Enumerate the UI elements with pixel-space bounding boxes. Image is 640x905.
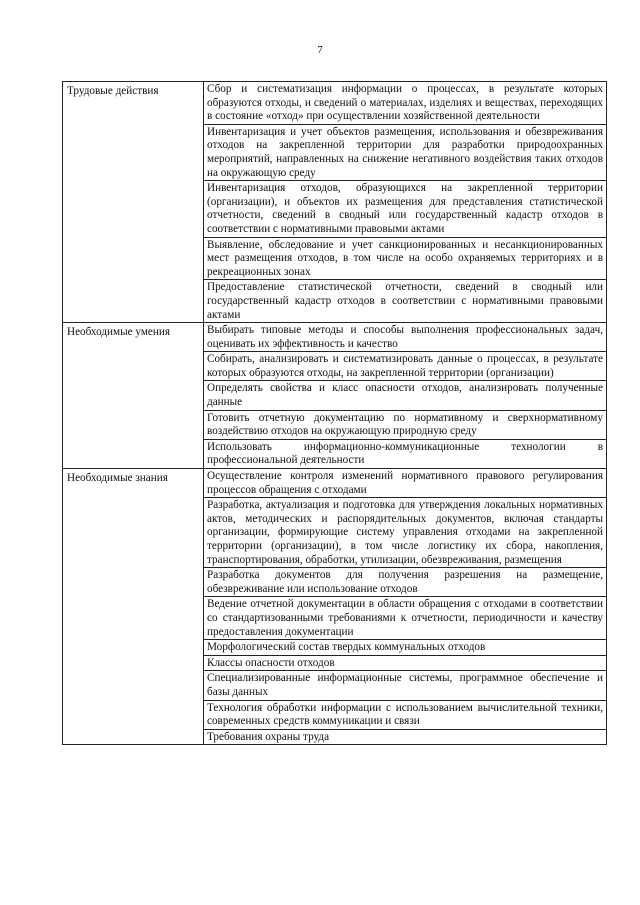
table-cell: Осуществление контроля изменений нормативного правового регулирования процессов обращения с отходами bbox=[204, 469, 607, 498]
table-row bbox=[63, 469, 607, 498]
table-cell: Готовить отчетную документацию по нормативному и сверхнормативному воздействию отходов на окружающую природную среду bbox=[204, 410, 607, 439]
table-cell: Инвентаризация и учет объектов размещения, использования и обезвреживания отходов на закрепленной территории для разработки природоохранных мероприятий, направленных на снижение негативного воздействия таких отходов на окружающую среду bbox=[204, 124, 607, 180]
page-number: 7 bbox=[317, 44, 323, 56]
table-cell: Классы опасности отходов bbox=[204, 655, 607, 671]
table-cell: Ведение отчетной документации в области обращения с отходами в соответствии со стандартизованными требованиями к отчетности, периодичности и качеству предоставления документации bbox=[204, 597, 607, 640]
table-cell: Выбирать типовые методы и способы выполнения профессиональных задач, оценивать их эффективность и качество bbox=[204, 323, 607, 352]
table-cell: Сбор и систематизация информации о процессах, в результате которых образуются отходы, и сведений о материалах, изделиях и веществах, переходящих в состояние «отход» при осуществлении хозяйственной деятельности bbox=[204, 82, 607, 125]
section-label-labor-actions: Трудовые действия bbox=[63, 82, 204, 323]
table-cell: Инвентаризация отходов, образующихся на закрепленной территории (организации), и объектов их размещения для представления статистической отчетности, сведений в сводный или государственный кадастр отходов в соответствии с нормативными правовыми актами bbox=[204, 181, 607, 237]
table-cell: Разработка документов для получения разрешения на размещение, обезвреживание или использование отходов bbox=[204, 568, 607, 597]
table-cell: Разработка, актуализация и подготовка для утверждения локальных нормативных актов, методических и распорядительных документов, включая стандарты организации, формирующие систему управления отходами на закрепленной территории (организации), в том числе логистику их сбора, накопления, транспортирования, обработки, утилизации, обезвреживания, размещения bbox=[204, 498, 607, 568]
table-cell: Технология обработки информации с использованием вычислительной техники, современных средств коммуникации и связи bbox=[204, 700, 607, 729]
table-cell: Требования охраны труда bbox=[204, 729, 607, 745]
table-cell: Специализированные информационные системы, программное обеспечение и базы данных bbox=[204, 671, 607, 700]
table-row bbox=[63, 82, 607, 125]
table-cell: Выявление, обследование и учет санкционированных и несанкционированных мест размещения отходов, в том числе на особо охраняемых территориях и в рекреационных зонах bbox=[204, 237, 607, 280]
table-cell: Определять свойства и класс опасности отходов, анализировать полученные данные bbox=[204, 381, 607, 410]
section-label-required-knowledge: Необходимые знания bbox=[63, 469, 204, 745]
competency-table bbox=[62, 81, 607, 745]
table-cell: Использовать информационно-коммуникационные технологии в профессиональной деятельности bbox=[204, 439, 607, 468]
table-cell: Морфологический состав твердых коммунальных отходов bbox=[204, 640, 607, 656]
table-row bbox=[63, 323, 607, 352]
table-cell: Собирать, анализировать и систематизировать данные о процессах, в результате которых образуются отходы, на закрепленной территории (организации) bbox=[204, 352, 607, 381]
table-cell: Предоставление статистической отчетности, сведений в сводный или государственный кадастр отходов в соответствии с нормативными правовыми актами bbox=[204, 280, 607, 323]
section-label-required-skills: Необходимые умения bbox=[63, 323, 204, 469]
